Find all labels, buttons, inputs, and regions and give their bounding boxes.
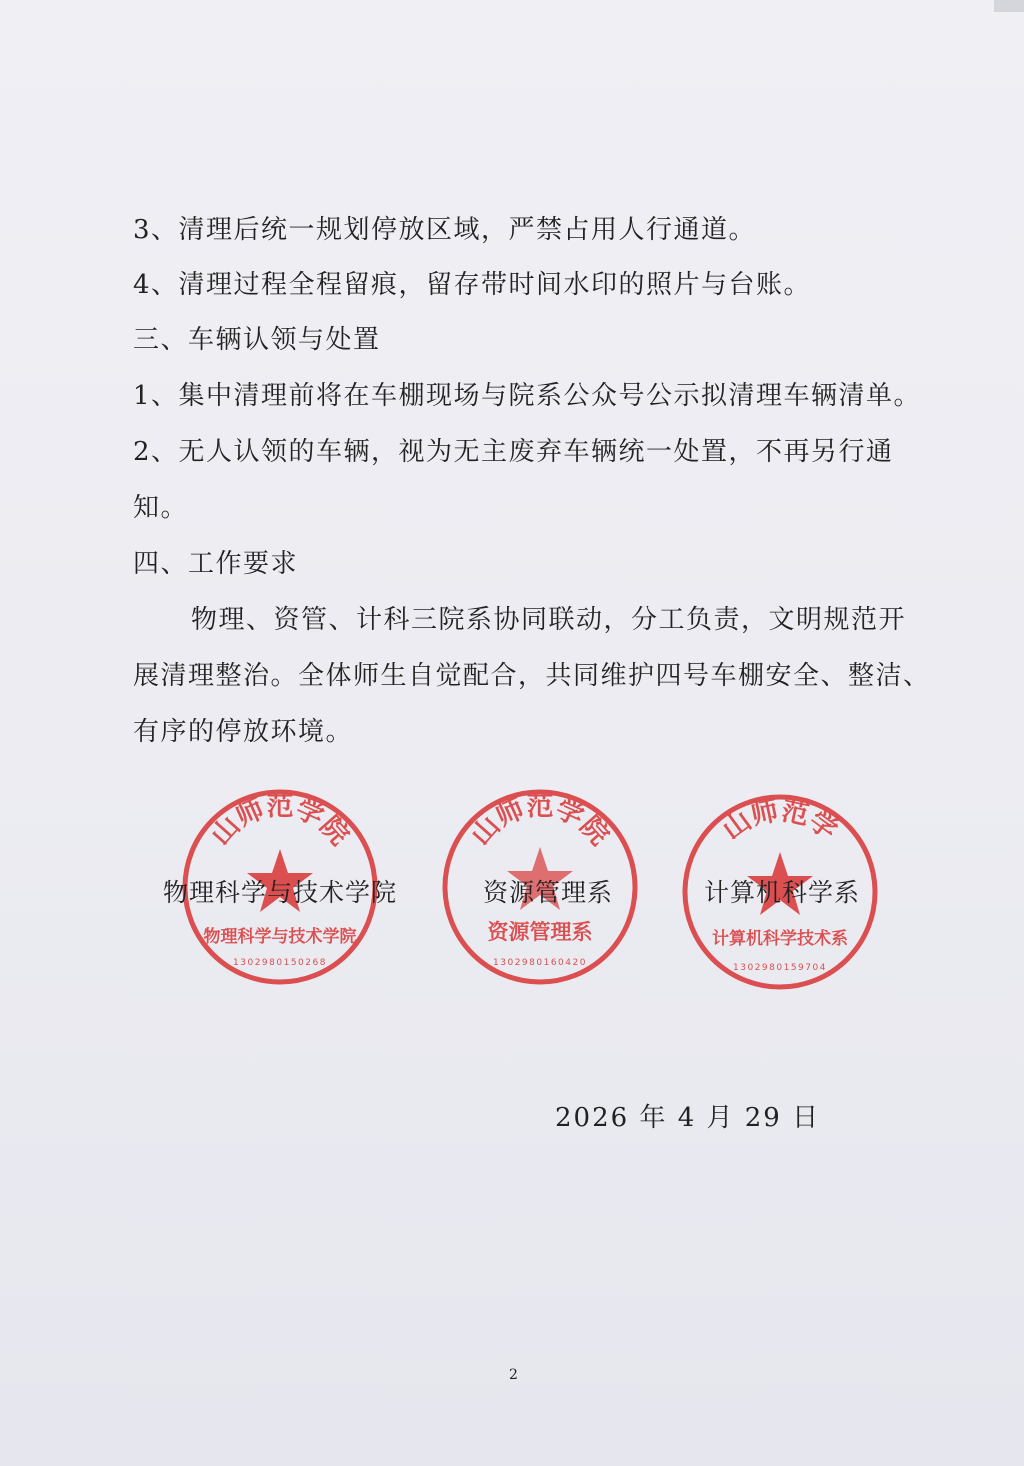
seal-bottom-text: 物理科学与技术学院 [203,927,357,947]
body-line-7: 展清理整治。全体师生自觉配合，共同维护四号车棚安全、整洁、 [133,661,931,691]
signature-computer: 计算机科学系 [704,878,861,907]
page-number: 2 [509,1367,518,1383]
body-line-3: 1、集中清理前将在车棚现场与院系公众号公示拟清理车辆清单。 [133,381,922,411]
seal-arc-text: 山师范学院 [205,791,355,852]
seal-bottom-text: 资源管理系 [487,920,593,944]
seal-arc-text: 山师范学院 [465,791,615,852]
signature-resource: 资源管理系 [483,878,614,907]
seal-number: 1302980150268 [233,958,327,968]
seal-bottom-text: 计算机科学技术系 [712,929,848,949]
body-line-1: 3、清理后统一规划停放区域，严禁占用人行通道。 [133,215,757,245]
svg-text:山师范学院 [465,791,615,851]
body-line-2: 4、清理过程全程留痕，留存带时间水印的照片与台账。 [133,270,812,300]
body-line-6: 物理、资管、计科三院系协同联动，分工负责，文明规范开 [191,605,907,635]
section-heading-4: 四、工作要求 [133,549,299,579]
body-line-8: 有序的停放环境。 [133,717,354,747]
section-heading-3: 三、车辆认领与处置 [133,325,381,355]
svg-text:山师范学 [717,795,843,846]
seal-number: 1302980159704 [733,963,827,973]
seal-number: 1302980160420 [493,958,587,968]
body-line-5: 知。 [133,493,189,523]
body-line-4: 2、无人认领的车辆，视为无主废弃车辆统一处置，不再另行通 [133,437,894,467]
page-corner-shadow [994,0,1024,12]
svg-text:山师范学院 [205,791,355,851]
seal-arc-text: 山师范学 [717,795,843,847]
document-date: 2026 年 4 月 29 日 [555,1103,821,1133]
signature-physics: 物理科学与技术学院 [163,878,398,907]
